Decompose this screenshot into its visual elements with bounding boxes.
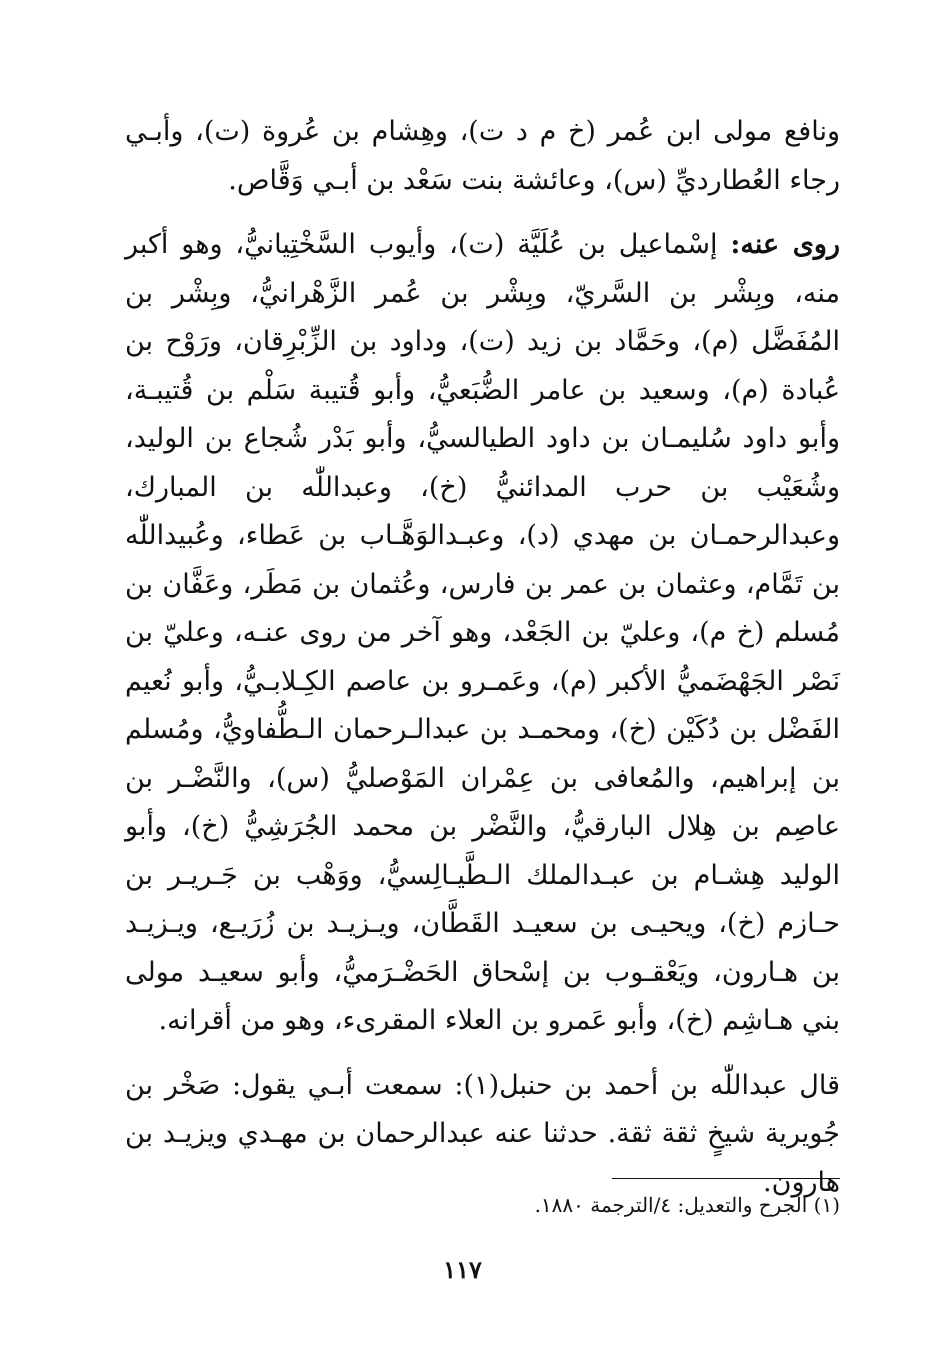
- page-body: [125, 108, 840, 1207]
- page-number: ١١٧: [443, 1255, 482, 1284]
- paragraph-narrators: [125, 221, 840, 1046]
- paragraph-text: ونافع مولى ابن عُمر (خ م د ت)، وهِشام بن عُروة (ت)، وأبـي رجاء العُطارديِّ (س)، وعائشة بنت سَعْد بن أبـي وَقَّاص.: [125, 116, 840, 196]
- paragraph-text: إسْماعيل بن عُلَيَّة (ت)، وأيوب السَّخْتِيانيُّ، وهو أكبر منه، وبِشْر بن السَّريّ، وبِشْر بن عُمر الزَّهْرانيُّ، وبِشْر بن المُفَضَّل (م)، وحَمَّاد بن زيد (ت)، وداود بن الزِّبْرِقان، ورَوْح بن عُبادة (م)، وسعيد بن عامر الضُّبَعيُّ، وأبو قُتيبة سَلْم بن قُتيبـة، وأبو داود سُليمـان بن داود الطيالسيُّ، وأبو بَدْر شُجاع بن الوليد، وشُعَيْب بن حرب المدائنيُّ (خ)، وعبداللّٰه بن المبارك، وعبدالرحمـان بن مهدي (د)، وعبـدالوَهَّـاب بن عَطاء، وعُبيداللّٰه بن تَمَّام، وعثمان بن عمر بن فارس، وعُثمان بن مَطَر، وعَفَّان بن مُسلم (خ م)، وعليّ بن الجَعْد، وهو آخر من روى عنـه، وعليّ بن نَصْر الجَهْضَميُّ الأكبر (م)، وعَمـرو بن عاصم الكِـلابـيُّ، وأبو نُعيم الفَضْل بن دُكَيْن (خ)، ومحمـد بن عبدالـرحمان الـطُّفاويُّ، ومُسلم بن إبراهيم، والمُعافى بن عِمْران المَوْصليُّ (س)، والنَّضْـر بن عاصِم بن هِلال البارقيُّ، والنَّضْر بن محمد الجُرَشِيُّ (خ)، وأبو الوليد هِشـام بن عبـدالملك الـطَّيـالِسيُّ، ووَهْب بن جَـريـر بن حـازم (خ)، ويحيـى بن سعيـد القَطَّان، ويـزيـد بن زُرَيـع، ويـزيـد بن هـارون، ويَعْقـوب بن إسْحاق الحَضْـرَميُّ، وأبو سعيـد مولى بني هـاشِم (خ)، وأبو عَمرو بن العلاء المقرىء، وهو من أقرانه.: [125, 229, 840, 1036]
- paragraph-text: قال عبداللّٰه بن أحمد بن حنبل(١): سمعت أبـي يقول: صَخْر بن جُويرية شيخٍ ثقة ثقة. حدثنا عنه عبدالرحمان بن مهـدي ويزيـد بن هارون.: [125, 1069, 841, 1198]
- footnote-divider: [612, 1178, 840, 1179]
- paragraph-assessment: [125, 1062, 840, 1208]
- section-heading: روى عنه:: [730, 229, 841, 260]
- footnote: (١) الجرح والتعديل: ٤/الترجمة ١٨٨٠.: [534, 1193, 840, 1217]
- paragraph-teachers: [125, 108, 840, 205]
